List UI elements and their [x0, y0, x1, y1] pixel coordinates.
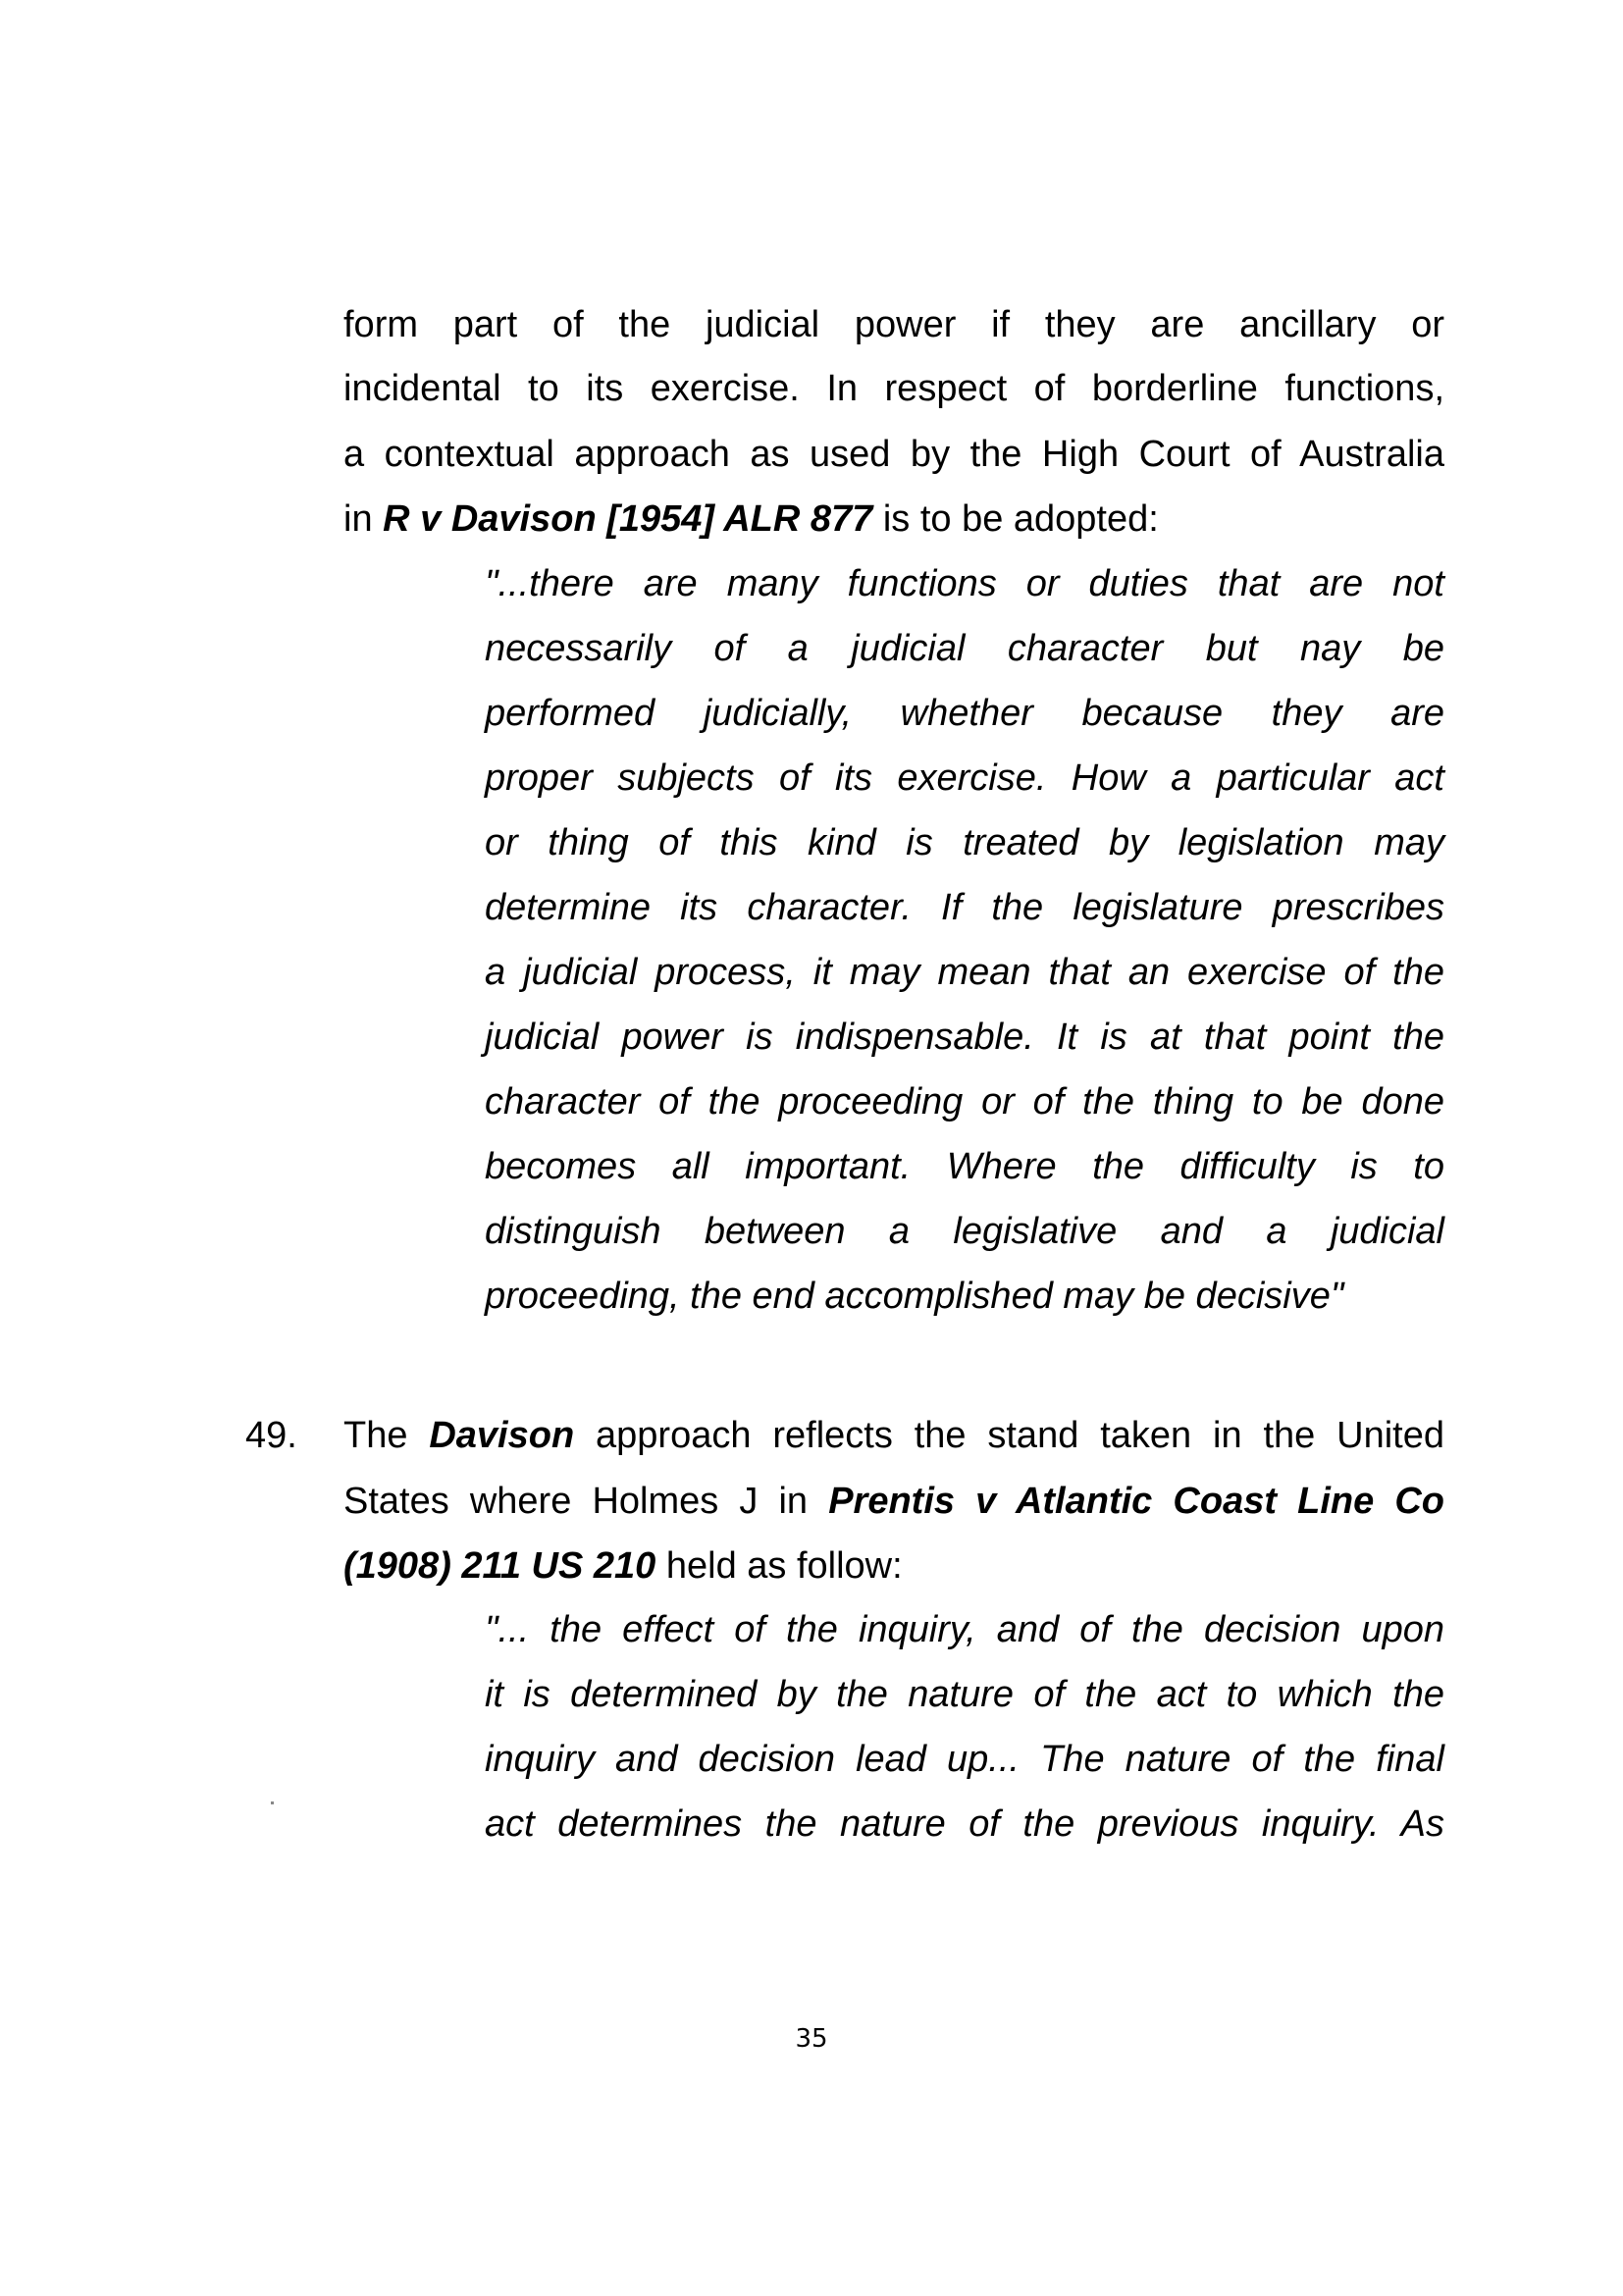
quote-line: a judicial process, it may mean that an exercise of the	[485, 952, 1444, 993]
text-span: is to be adopted:	[872, 498, 1159, 540]
quote-line: proceeding, the end accomplished may be decisive"	[485, 1276, 1344, 1317]
text-span: The	[343, 1415, 430, 1456]
quote-line: performed judicially, whether because they are	[485, 693, 1444, 734]
quote-line: it is determined by the nature of the act to which the	[485, 1674, 1444, 1715]
body-text-line: incidental to its exercise. In respect of borderline functions,	[343, 368, 1444, 409]
quote-line: determine its character. If the legislature prescribes	[485, 887, 1444, 928]
quote-line: proper subjects of its exercise. How a particular act	[485, 757, 1444, 799]
text-span: held as follow:	[655, 1545, 903, 1587]
case-citation: R v Davison [1954] ALR 877	[383, 498, 873, 540]
page-number: 35	[795, 2024, 828, 2054]
quote-line: act determines the nature of the previous inquiry. As	[485, 1803, 1444, 1845]
body-text-line: form part of the judicial power if they are ancillary or	[343, 304, 1444, 345]
case-citation: Prentis v Atlantic Coast Line Co	[828, 1481, 1444, 1522]
quote-line: "...there are many functions or duties that are not	[485, 563, 1444, 604]
body-text-line	[343, 1479, 1444, 1524]
scan-speck	[271, 1801, 274, 1804]
quote-line: necessarily of a judicial character but nay be	[485, 628, 1444, 669]
case-citation: (1908) 211 US 210	[343, 1545, 656, 1587]
case-citation: Davison	[429, 1415, 575, 1456]
text-span: approach reflects the stand taken in the United	[574, 1415, 1444, 1456]
quote-line: "... the effect of the inquiry, and of the decision upon	[485, 1609, 1444, 1650]
body-text-line	[343, 496, 1444, 542]
text-span: States where Holmes J in	[343, 1481, 829, 1522]
quote-line: character of the proceeding or of the thing to be done	[485, 1081, 1444, 1122]
body-text-line	[343, 1413, 1444, 1458]
quote-line: or thing of this kind is treated by legislation may	[485, 822, 1444, 863]
quote-line: becomes all important. Where the difficulty is to	[485, 1146, 1444, 1187]
body-text-line: a contextual approach as used by the High Court of Australia	[343, 434, 1444, 475]
quote-line: inquiry and decision lead up... The nature of the final	[485, 1739, 1444, 1780]
text-span: in	[343, 498, 384, 540]
quote-line: judicial power is indispensable. It is at that point the	[485, 1017, 1444, 1058]
quote-line: distinguish between a legislative and a judicial	[485, 1211, 1444, 1252]
body-text-line	[343, 1543, 1444, 1589]
paragraph-number: 49.	[245, 1415, 297, 1456]
